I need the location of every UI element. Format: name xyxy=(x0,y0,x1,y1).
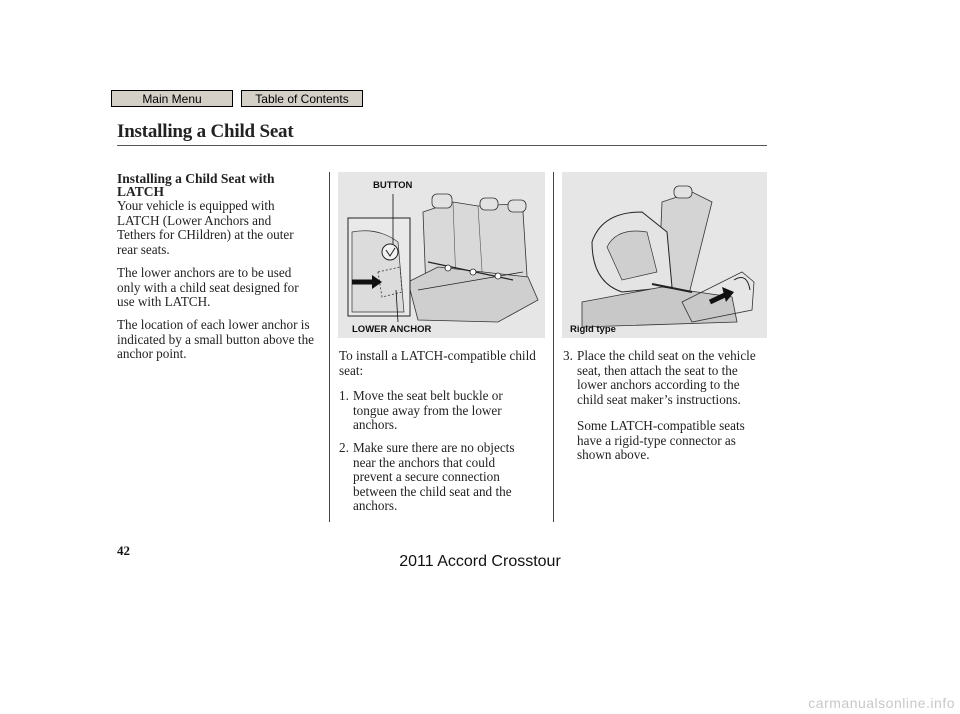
rigid-type-note xyxy=(577,419,745,463)
step-number: 2. xyxy=(339,440,349,455)
step-text xyxy=(353,441,514,514)
page-title: Installing a Child Seat xyxy=(117,121,294,142)
text-line: anchor point. xyxy=(117,346,187,362)
table-of-contents-button[interactable]: Table of Contents xyxy=(241,90,363,107)
text-line: The lower anchors are to be used xyxy=(117,265,292,280)
text-line: prevent a secure connection xyxy=(353,469,500,485)
text-line: Place the child seat on the vehicle xyxy=(577,348,756,363)
footer-model-title: 2011 Accord Crosstour xyxy=(399,553,561,570)
rear-seat-drawing xyxy=(338,172,545,338)
step-1 xyxy=(339,389,539,439)
lower-anchor-label: LOWER ANCHOR xyxy=(352,324,432,335)
text-line: To install a LATCH-compatible child xyxy=(339,348,536,363)
text-line: seat: xyxy=(339,362,364,378)
page-number: 42 xyxy=(117,543,130,558)
text-line: have a rigid-type connector as xyxy=(577,432,736,448)
main-menu-button[interactable]: Main Menu xyxy=(111,90,233,107)
text-line: near the anchors that could xyxy=(353,454,496,470)
text-line: Your vehicle is equipped with xyxy=(117,198,275,213)
title-rule xyxy=(117,145,767,146)
step-text xyxy=(577,349,756,407)
step-2 xyxy=(339,441,539,521)
text-line: use with LATCH. xyxy=(117,294,211,310)
step-number: 1. xyxy=(339,388,349,403)
latch-intro-paragraph xyxy=(117,199,294,257)
text-line: anchors. xyxy=(353,417,398,433)
text-line: anchors. xyxy=(353,498,398,514)
column-divider-left xyxy=(329,172,330,522)
text-line: child seat maker’s instructions. xyxy=(577,391,741,407)
lower-anchors-paragraph xyxy=(117,266,299,310)
text-line: rear seats. xyxy=(117,241,170,257)
rigid-type-label: Rigid type xyxy=(570,324,616,335)
text-line: between the child seat and the xyxy=(353,483,512,499)
text-line: LATCH (Lower Anchors and xyxy=(117,212,272,228)
step-3 xyxy=(563,349,773,411)
section-subheading xyxy=(117,172,317,198)
rigid-child-seat-illustration xyxy=(562,172,767,338)
text-line: tongue away from the lower xyxy=(353,402,502,418)
text-line: Move the seat belt buckle or xyxy=(353,388,503,403)
subheading-line-1: Installing a Child Seat with xyxy=(117,171,275,186)
text-line: seat, then attach the seat to the xyxy=(577,362,738,378)
text-line: indicated by a small button above the xyxy=(117,331,315,347)
text-line: only with a child seat designed for xyxy=(117,279,299,295)
text-line: shown above. xyxy=(577,447,650,463)
text-line: Tethers for CHildren) at the outer xyxy=(117,227,294,243)
anchor-location-paragraph xyxy=(117,318,314,362)
install-intro-paragraph xyxy=(339,349,536,378)
column-divider-right xyxy=(553,172,554,522)
step-text xyxy=(353,389,503,433)
rigid-seat-drawing xyxy=(562,172,767,338)
subheading-line-2: LATCH xyxy=(117,184,165,199)
text-line: Some LATCH-compatible seats xyxy=(577,418,745,433)
button-label: BUTTON xyxy=(373,180,413,191)
rear-seat-anchor-illustration xyxy=(338,172,545,338)
watermark: carmanualsonline.info xyxy=(808,695,955,711)
text-line: The location of each lower anchor is xyxy=(117,317,310,332)
text-line: Make sure there are no objects xyxy=(353,440,515,455)
text-line: lower anchors according to the xyxy=(577,377,740,393)
step-number: 3. xyxy=(563,348,573,363)
